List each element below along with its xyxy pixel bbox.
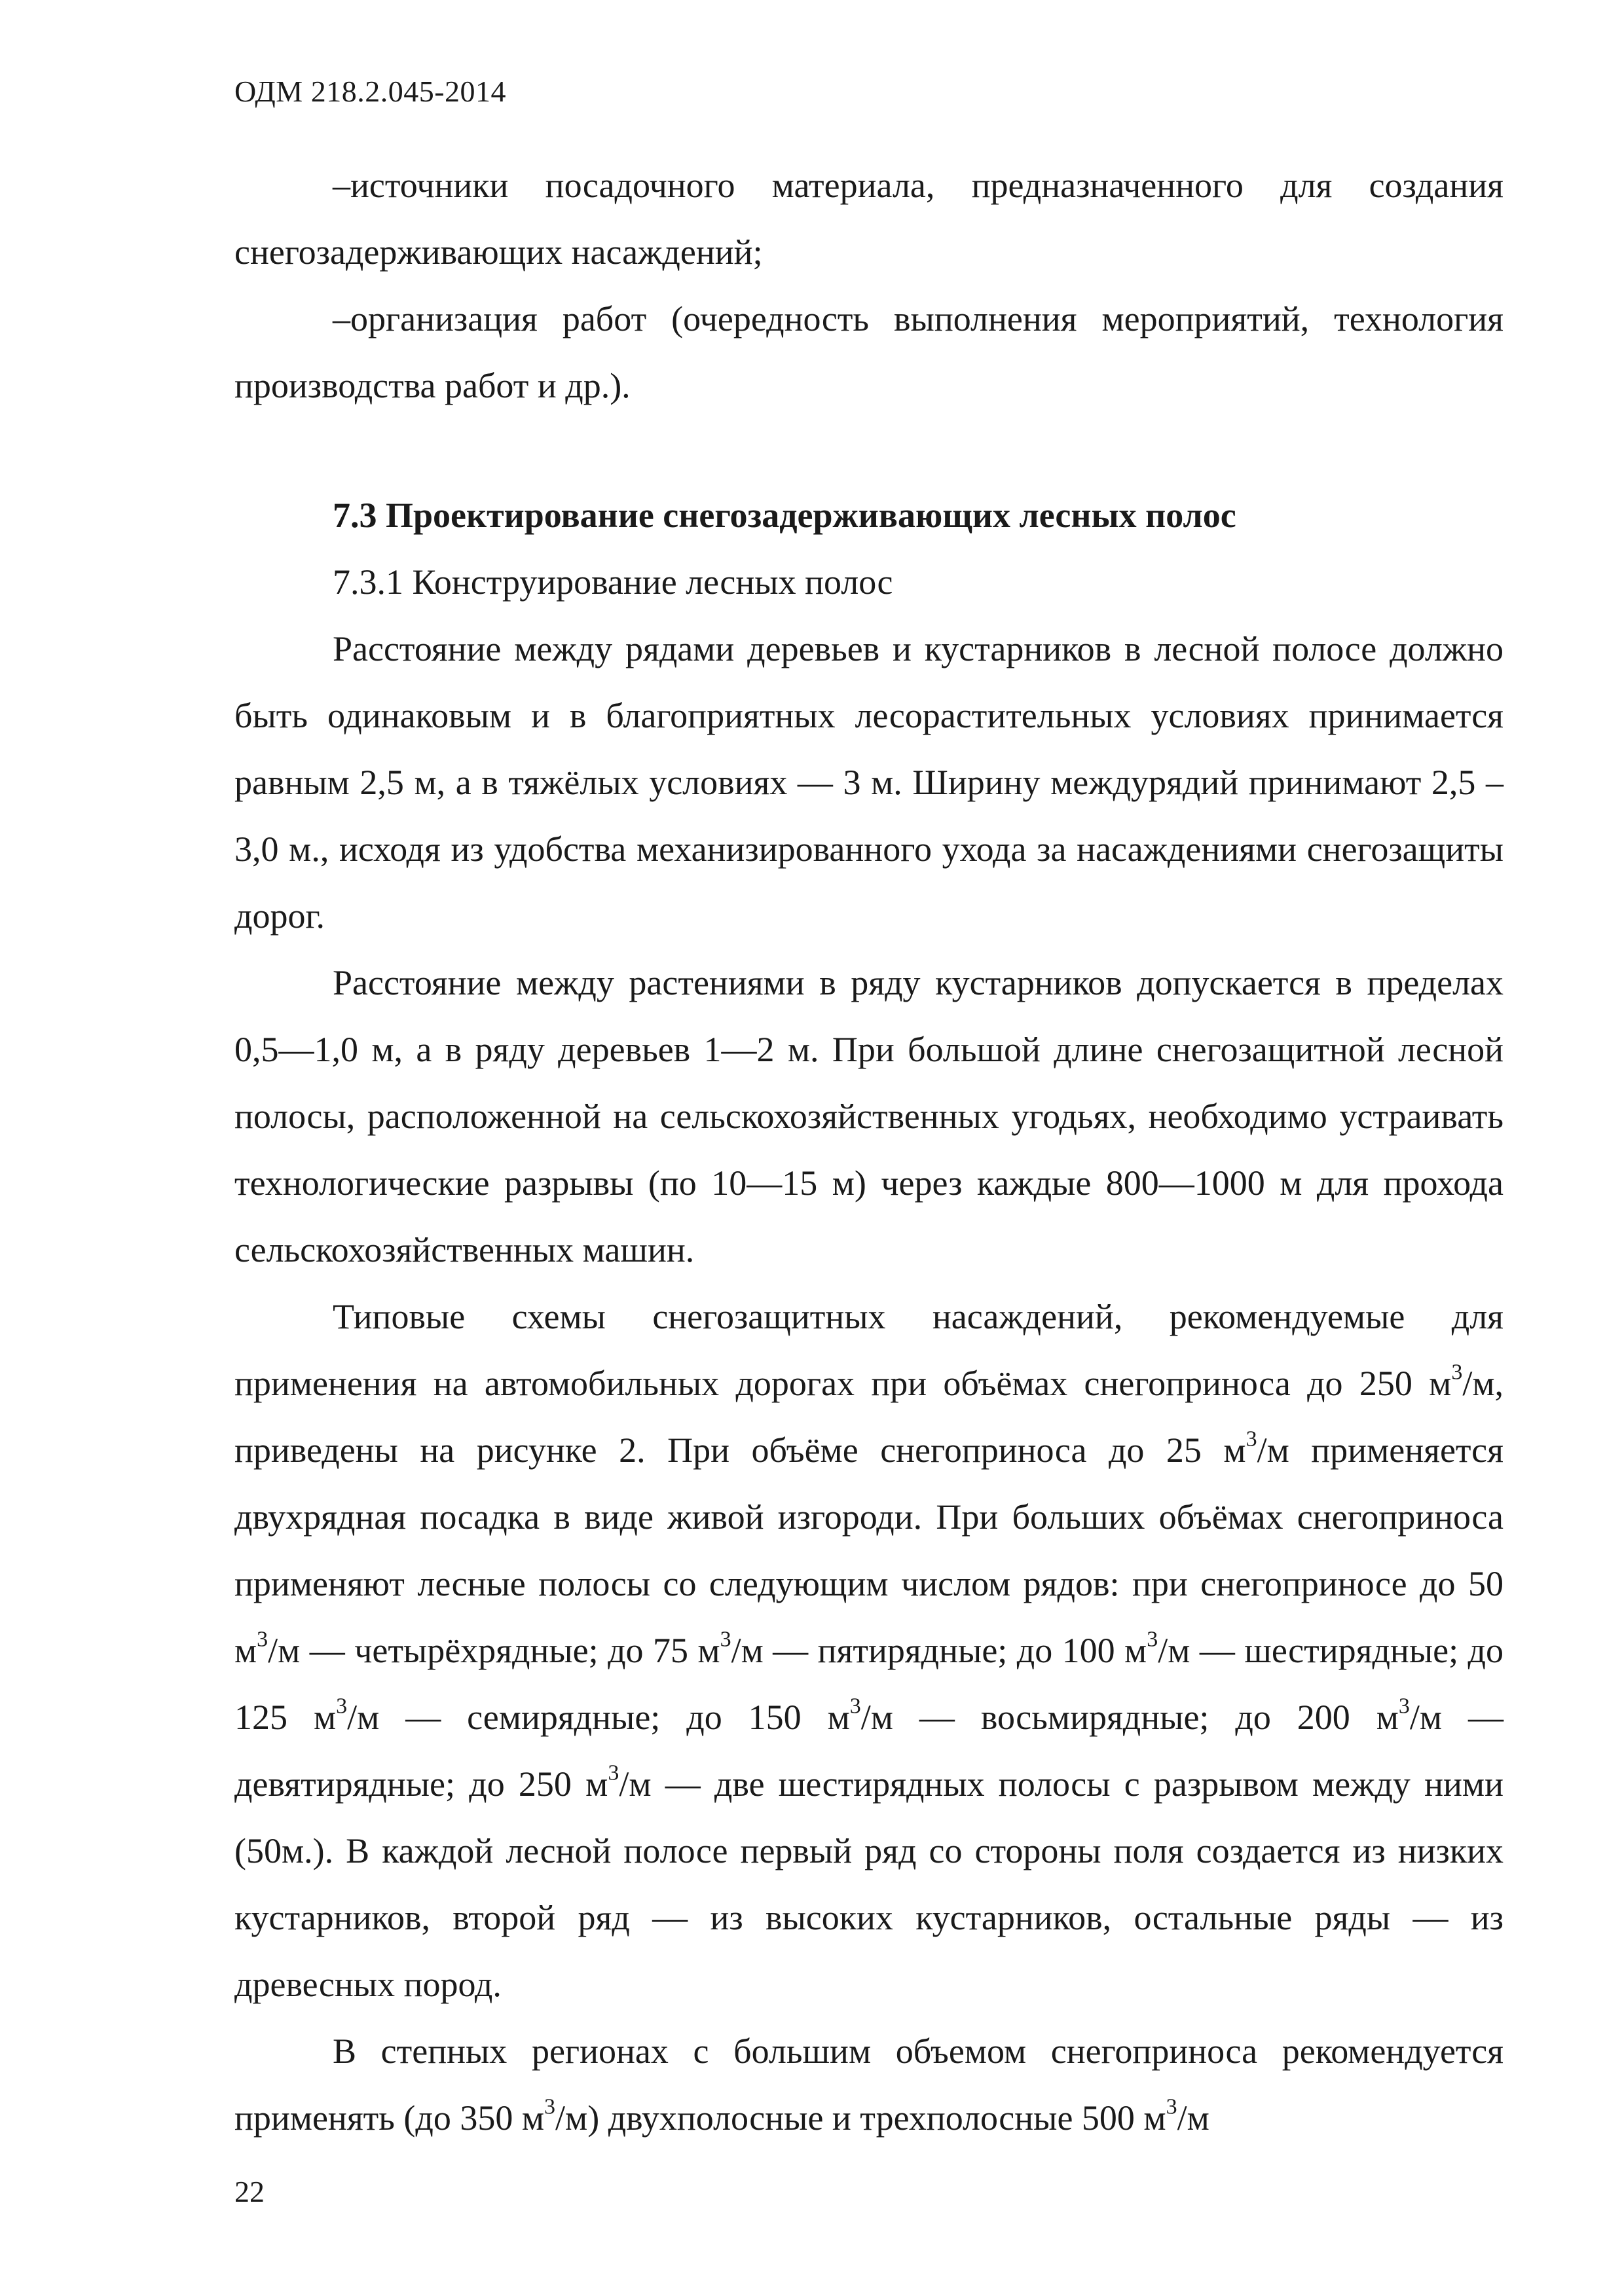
subsection-heading: 7.3.1 Конструирование лесных полос [333, 562, 893, 602]
paragraph-typical-schemes [234, 1283, 1504, 2018]
superscript: 3 [1166, 2094, 1177, 2119]
paragraph-planting-material: –источники посадочного материала, предназначенного для создания снегозадерживающих насаждений; [234, 166, 1504, 272]
superscript: 3 [608, 1760, 619, 1785]
paragraph-work-organization: –организация работ (очередность выполнения мероприятий, технология производства работ и др.). [234, 299, 1504, 405]
document-body [234, 152, 1504, 2151]
text-segment: /м — две шестирядных полосы с разрывом между ними (50м.). В каждой лесной полосе первый ряд со стороны поля создается из низких кустарников, второй ряд — из высоких кустарников, остальные ряды — из древесных пород. [234, 1764, 1504, 2004]
superscript: 3 [720, 1627, 731, 1652]
paragraph-row-spacing: Расстояние между рядами деревьев и кустарников в лесной полосе должно быть одинаковым и в благоприятных лесорастительных условиях принимается равным 2,5 м, а в тяжёлых условиях — 3 м. Ширину междурядий принимают 2,5 – 3,0 м., исходя из удобства механизированного ухода за насаждениями снегозащиты дорог. [234, 629, 1504, 936]
superscript: 3 [544, 2094, 556, 2119]
section-heading: 7.3 Проектирование снегозадерживающих лесных полос [333, 496, 1236, 535]
text-segment: В степных регионах с большим объемом снегоприноса рекомендуется применять (до 350 м [234, 2032, 1504, 2138]
page-number: 22 [234, 2175, 265, 2208]
paragraph-steppe-regions [234, 2018, 1504, 2151]
superscript: 3 [1147, 1627, 1158, 1652]
superscript: 3 [257, 1627, 268, 1652]
superscript: 3 [336, 1694, 348, 1719]
text-segment: /м — восьмирядные; до 200 м [860, 1698, 1399, 1737]
text-segment: Типовые схемы снегозащитных насаждений, рекомендуемые для применения на автомобильных дорогах при объёмах снегоприноса до 250 м [234, 1297, 1504, 1403]
superscript: 3 [1451, 1360, 1463, 1385]
text-segment: /м) двухполосные и трехполосные 500 м [555, 2098, 1166, 2138]
text-segment: /м [1177, 2098, 1209, 2138]
text-segment: /м — четырёхрядные; до 75 м [268, 1631, 720, 1670]
text-segment: /м, приведены на рисунке 2. При объёме снегоприноса до 25 м [234, 1364, 1504, 1470]
text-segment: /м — девятирядные; до 250 м [234, 1698, 1504, 1804]
superscript: 3 [1246, 1427, 1257, 1451]
text-segment: /м — семирядные; до 150 м [347, 1698, 850, 1737]
superscript: 3 [1398, 1694, 1410, 1719]
superscript: 3 [849, 1694, 861, 1719]
text-segment: /м применяется двухрядная посадка в виде живой изгороди. При больших объёмах снегоприноса применяют лесные полосы со следующим числом рядов: при снегоприносе до 50 м [234, 1430, 1504, 1670]
document-code-header: ОДМ 218.2.045-2014 [234, 75, 507, 108]
paragraph-plant-spacing: Расстояние между растениями в ряду кустарников допускается в пределах 0,5—1,0 м, а в ряду деревьев 1—2 м. При большой длине снегозащитной лесной полосы, расположенной на сельскохозяйственных угодьях, необходимо устраивать технологические разрывы (по 10—15 м) через каждые 800—1000 м для прохода сельскохозяйственных машин. [234, 963, 1504, 1269]
text-segment: /м — пятирядные; до 100 м [731, 1631, 1147, 1670]
text-segment: /м — шестирядные; до 125 м [234, 1631, 1504, 1737]
